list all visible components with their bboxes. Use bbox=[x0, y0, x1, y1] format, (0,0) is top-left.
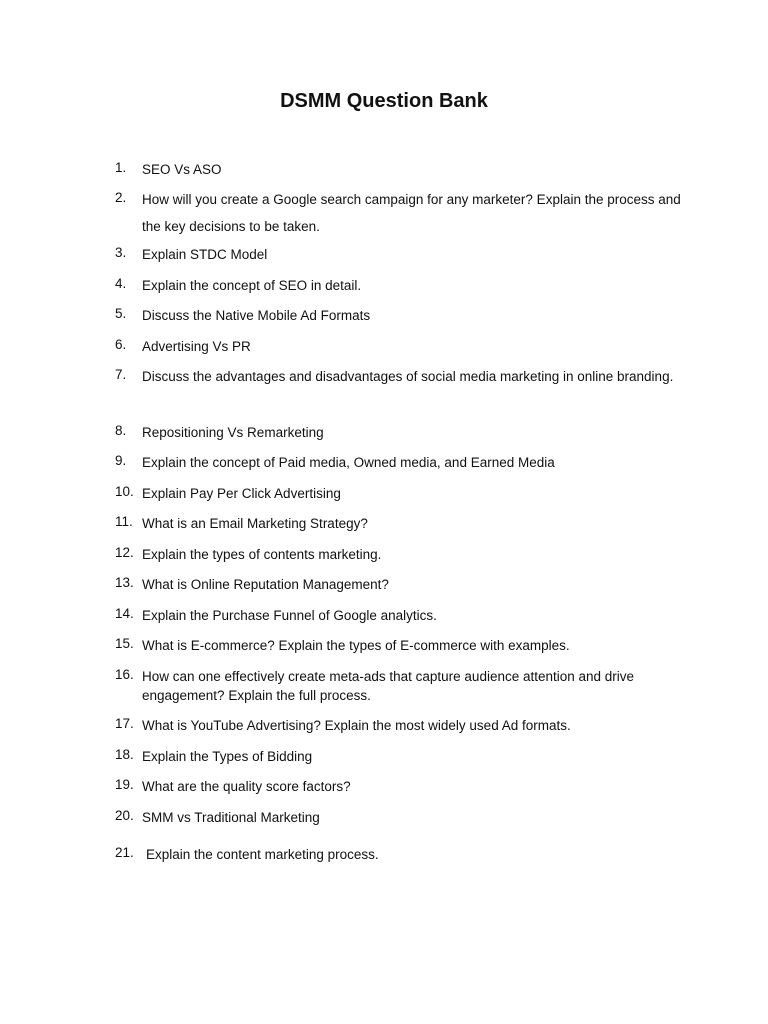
question-number: 17. bbox=[115, 716, 134, 731]
question-number: 13. bbox=[115, 575, 134, 590]
question-number: 7. bbox=[115, 367, 127, 382]
question-text: What is YouTube Advertising? Explain the most widely used Ad formats. bbox=[142, 718, 571, 733]
question-text: How can one effectively create meta-ads that capture audience attention and drive engagement? Explain the full process. bbox=[142, 669, 635, 703]
question-text: SMM vs Traditional Marketing bbox=[142, 810, 320, 825]
question-text: Repositioning Vs Remarketing bbox=[142, 425, 324, 440]
question-text: Explain the concept of Paid media, Owned media, and Earned Media bbox=[142, 455, 555, 470]
question-text: How will you create a Google search campaign for any marketer? Explain the process and the key decisions to be taken. bbox=[142, 192, 681, 234]
question-number: 10. bbox=[115, 484, 134, 499]
question-number: 14. bbox=[115, 606, 134, 621]
question-number: 12. bbox=[115, 545, 134, 560]
question-number: 6. bbox=[115, 337, 127, 352]
question-text: What are the quality score factors? bbox=[142, 779, 351, 794]
question-number: 1. bbox=[115, 160, 127, 175]
question-text: Discuss the Native Mobile Ad Formats bbox=[142, 308, 371, 323]
question-number: 19. bbox=[115, 777, 134, 792]
question-text: SEO Vs ASO bbox=[142, 162, 222, 177]
question-number: 5. bbox=[115, 306, 127, 321]
question-number: 21. bbox=[115, 845, 134, 860]
question-text: Advertising Vs PR bbox=[142, 339, 251, 354]
question-text: Explain STDC Model bbox=[142, 247, 268, 262]
question-number: 15. bbox=[115, 636, 134, 651]
question-text: Explain the concept of SEO in detail. bbox=[142, 278, 362, 293]
question-text: Explain the content marketing process. bbox=[146, 847, 379, 862]
question-text: Explain the Purchase Funnel of Google analytics. bbox=[142, 608, 437, 623]
question-text: What is E-commerce? Explain the types of E-commerce with examples. bbox=[142, 638, 570, 653]
page-title: DSMM Question Bank bbox=[280, 90, 488, 112]
question-number: 9. bbox=[115, 453, 127, 468]
question-number: 3. bbox=[115, 245, 127, 260]
question-number: 18. bbox=[115, 747, 134, 762]
question-number: 11. bbox=[115, 514, 133, 529]
question-text: What is Online Reputation Management? bbox=[142, 577, 389, 592]
question-text: Explain the Types of Bidding bbox=[142, 749, 313, 764]
question-text: Discuss the advantages and disadvantages of social media marketing in online branding. bbox=[142, 369, 674, 384]
question-text: What is an Email Marketing Strategy? bbox=[142, 516, 368, 531]
question-number: 20. bbox=[115, 808, 134, 823]
question-number: 16. bbox=[115, 667, 134, 682]
question-text: Explain Pay Per Click Advertising bbox=[142, 486, 341, 501]
question-number: 2. bbox=[115, 190, 127, 205]
question-text: Explain the types of contents marketing. bbox=[142, 547, 382, 562]
question-number: 8. bbox=[115, 423, 127, 438]
question-number: 4. bbox=[115, 276, 127, 291]
